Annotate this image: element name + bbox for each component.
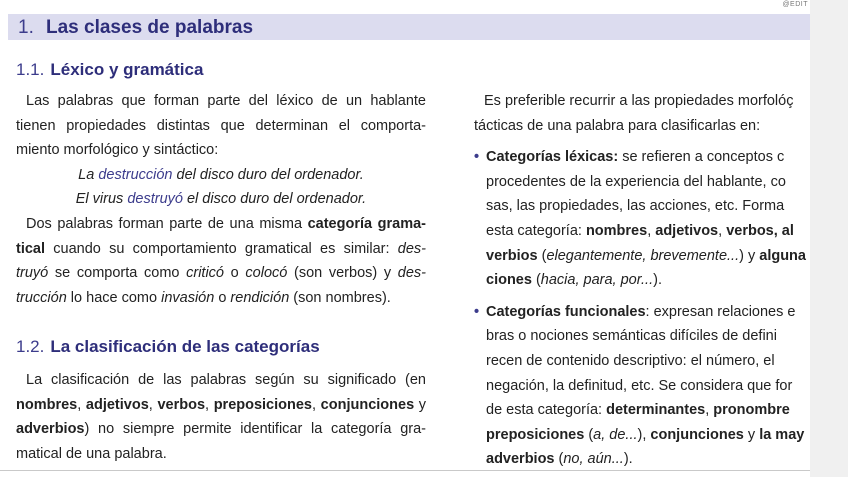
section-number: 1. <box>18 17 34 38</box>
left-p2-line3: truyó se comporta como criticó o colocó (son verbos) y des- <box>16 265 427 282</box>
left-p2-line4: trucción lo hace como invasión o rendición (son nombres). <box>16 289 391 306</box>
example-2: El virus destruyó el disco duro del ordenador. <box>75 191 367 208</box>
left-column-lower <box>16 368 426 466</box>
example-1: La destrucción del disco duro del ordenador. <box>78 166 364 183</box>
section-title: Las clases de palabras <box>46 17 254 38</box>
subheading-1 <box>16 60 203 80</box>
left-p3-line1: La clasificación de las palabras según su significado (en <box>26 372 426 388</box>
subheading-2 <box>16 337 320 357</box>
left-p1-line3: miento morfológico y sintáctico: <box>16 142 219 159</box>
right-p1-line2: tácticas de una palabra para clasificarlas en: <box>474 117 761 134</box>
left-p3-line2: nombres, adjetivos, verbos, preposiciones, conjunciones y <box>16 396 427 413</box>
subheading-2-title: La clasificación de las categorías <box>50 337 320 356</box>
bullet-functional: • Categorías funcionales: expresan relaciones e bras o nociones semánticas difíciles de defini recen de contenido descriptivo: el número, el negación, la definitud, etc. Se considera que for de esta categoría: determinantes, pronombre preposiciones (a, de...), conjunciones y la may adverbios (no, aún...). <box>474 300 810 472</box>
left-column-upper <box>16 89 426 310</box>
right-p1-line1: Es preferible recurrir a las propiedades morfolóç <box>484 93 794 109</box>
subheading-1-number: 1.1. <box>16 60 45 79</box>
bullet-lexical: • Categorías léxicas: se refieren a conceptos c procedentes de la experiencia del hablante, co sas, las propiedades, las acciones, etc. Forma esta categoría: nombres, adjetivos, verbos, al verbios (elegantemente, brevemente...) y alguna ciones (hacia, para, por...). <box>474 145 810 293</box>
right-column <box>474 89 810 472</box>
corner-tag: @EDIT <box>782 1 808 8</box>
bullet-dot: • <box>474 303 480 320</box>
left-p3-line4: matical de una palabra. <box>16 445 167 462</box>
left-p2-line1: Dos palabras forman parte de una misma categoría grama- <box>26 215 426 232</box>
scrollbar[interactable] <box>810 0 848 477</box>
left-p3-line3: adverbios) no siempre permite identificar la categoría gra- <box>16 421 426 438</box>
bullet-dot: • <box>474 149 480 166</box>
left-p2-line2: tical cuando su comportamiento gramatical es similar: des- <box>16 240 426 257</box>
section-title-band <box>8 14 810 40</box>
page-bottom-border <box>0 470 810 471</box>
left-p1-line1: Las palabras que forman parte del léxico de un hablante <box>26 93 426 109</box>
subheading-2-number: 1.2. <box>16 337 45 356</box>
subheading-1-title: Léxico y gramática <box>50 60 204 79</box>
left-p1-line2: tienen propiedades distintas que determinan el comporta- <box>16 117 426 134</box>
